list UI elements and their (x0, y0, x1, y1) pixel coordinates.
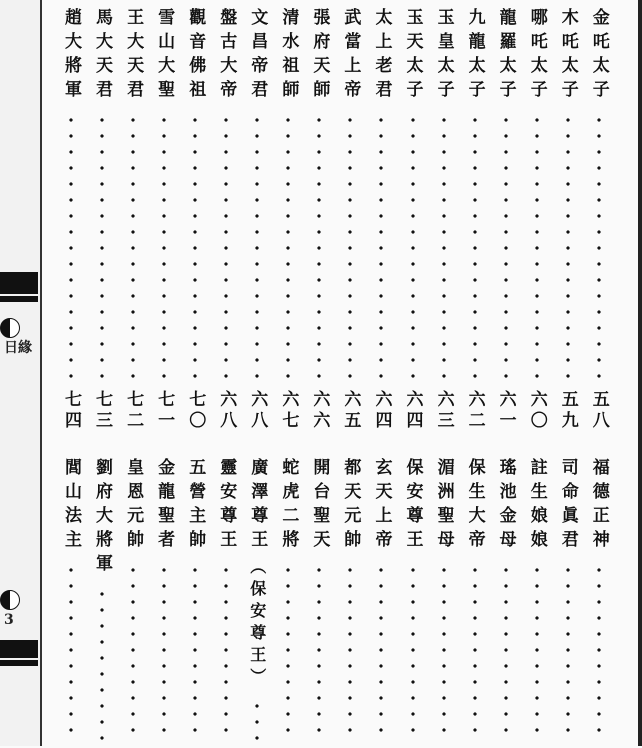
deity-name: 金吒太子 (588, 8, 609, 104)
deity-name: 玄天上帝 (371, 458, 392, 554)
deity-name: 都天元帥 (340, 458, 361, 554)
deity-name: 開台聖天 (309, 458, 330, 554)
index-entry (306, 458, 332, 748)
leader-dots (597, 562, 601, 742)
yinyang-icon (0, 590, 20, 610)
index-entry (462, 8, 488, 432)
index-entry (182, 8, 208, 432)
leader-dots (286, 562, 290, 742)
page-number: 六四 (402, 390, 423, 432)
index-entry (89, 8, 115, 432)
page-number: 六三 (433, 390, 454, 432)
index-entry (151, 8, 177, 432)
index-entry (462, 458, 488, 748)
index-entry (368, 8, 394, 432)
edge-bar (0, 296, 38, 302)
deity-name: 靈安尊王 (216, 458, 237, 554)
deity-name: 文昌帝君 (247, 8, 268, 104)
index-entry (555, 8, 581, 432)
deity-name: 瑤池金母 (495, 458, 516, 554)
page-number: 六八 (216, 390, 237, 432)
edge-page-number: 3 (4, 612, 14, 628)
page-number: 七三 (92, 390, 113, 432)
index-entry (586, 458, 612, 748)
leader-dots (69, 112, 73, 384)
index-entry (555, 458, 581, 748)
index-entry (89, 458, 115, 748)
deity-name: 龍羅太子 (495, 8, 516, 104)
edge-bar (0, 272, 38, 294)
page-number: 六〇 (526, 390, 547, 432)
leader-dots (100, 586, 104, 742)
deity-index-top (58, 8, 612, 432)
leader-dots (162, 112, 166, 384)
page-number: 五八 (588, 390, 609, 432)
index-entry (524, 458, 550, 748)
index-entry (337, 8, 363, 432)
deity-name: 湄洲聖母 (433, 458, 454, 554)
deity-name: 皇恩元帥 (123, 458, 144, 554)
index-entry (337, 458, 363, 748)
leader-dots (100, 112, 104, 384)
index-entry (524, 8, 550, 432)
deity-name: 廣澤尊王 (247, 458, 268, 554)
deity-name: 武當上帝 (340, 8, 361, 104)
leader-dots (379, 562, 383, 742)
leader-dots (69, 562, 73, 742)
alias-note: （保安尊王） (247, 558, 267, 690)
deity-name: 張府天師 (309, 8, 330, 104)
deity-name: 註生娘娘 (526, 458, 547, 554)
page-number: 六二 (464, 390, 485, 432)
page-right-edge (638, 0, 642, 746)
edge-bar (0, 660, 38, 666)
page-number: 六一 (495, 390, 516, 432)
deity-name: 盤古大帝 (216, 8, 237, 104)
leader-dots (255, 112, 259, 384)
page-number: 七四 (61, 390, 81, 432)
index-entry (400, 458, 426, 748)
leader-dots (566, 112, 570, 384)
leader-dots (131, 112, 135, 384)
leader-dots (411, 562, 415, 742)
leader-dots (566, 562, 570, 742)
leader-dots (162, 562, 166, 742)
edge-bar (0, 640, 38, 658)
page-number: 五九 (557, 390, 578, 432)
deity-name: 觀音佛祖 (185, 8, 206, 104)
deity-name: 劉府大將軍 (92, 458, 113, 578)
deity-name: 雪山大聖 (154, 8, 175, 104)
index-entry (586, 8, 612, 432)
leader-dots (348, 562, 352, 742)
leader-dots (504, 112, 508, 384)
leader-dots (224, 112, 228, 384)
index-entry (306, 8, 332, 432)
leader-dots (411, 112, 415, 384)
leader-dots (317, 112, 321, 384)
leader-dots (597, 112, 601, 384)
leader-dots (348, 112, 352, 384)
page-number: 六四 (371, 390, 392, 432)
edge-label: 日緣 (4, 340, 32, 356)
index-entry (213, 8, 239, 432)
index-entry (120, 8, 146, 432)
page-number: 六五 (340, 390, 361, 432)
page-number: 六六 (309, 390, 330, 432)
deity-name: 保生大帝 (464, 458, 485, 554)
deity-name: 司命眞君 (557, 458, 578, 554)
leader-dots (131, 562, 135, 742)
index-entry (58, 458, 84, 748)
page-number: 六八 (247, 390, 268, 432)
deity-name: 王大天君 (123, 8, 144, 104)
deity-name: 九龍太子 (464, 8, 485, 104)
leader-dots (504, 562, 508, 742)
leader-dots (473, 562, 477, 742)
index-entry (213, 458, 239, 748)
index-entry (275, 458, 301, 748)
page-number: 七〇 (185, 390, 206, 432)
index-entry (368, 458, 394, 748)
deity-name: 福德正神 (588, 458, 609, 554)
leader-dots (224, 562, 228, 742)
deity-name: 玉天太子 (402, 8, 423, 104)
index-entry (120, 458, 146, 748)
page-edge (0, 0, 42, 746)
deity-name: 木吒太子 (557, 8, 578, 104)
index-entry (493, 458, 519, 748)
leader-dots (442, 112, 446, 384)
index-entry (151, 458, 177, 748)
leader-dots (535, 112, 539, 384)
leader-dots (317, 562, 321, 742)
index-entry (493, 8, 519, 432)
leader-dots (535, 562, 539, 742)
deity-name: 五營主帥 (185, 458, 206, 554)
index-entry (182, 458, 208, 748)
index-entry (244, 8, 270, 432)
deity-name: 閭山法主 (61, 458, 81, 554)
leader-dots (193, 562, 197, 742)
deity-name: 趙大將軍 (61, 8, 81, 104)
deity-name: 蛇虎二將 (278, 458, 299, 554)
index-entry (431, 8, 457, 432)
deity-name: 清水祖師 (278, 8, 299, 104)
deity-name: 馬大天君 (92, 8, 113, 104)
page-number: 七二 (123, 390, 144, 432)
index-entry (400, 8, 426, 432)
deity-name: 玉皇太子 (433, 8, 454, 104)
page-number: 六七 (278, 390, 299, 432)
leader-dots (286, 112, 290, 384)
leader-dots (473, 112, 477, 384)
leader-dots (379, 112, 383, 384)
leader-dots (442, 562, 446, 742)
leader-dots (255, 698, 259, 742)
index-entry (58, 8, 84, 432)
index-entry (275, 8, 301, 432)
yinyang-icon (0, 318, 20, 338)
page-number: 七一 (154, 390, 175, 432)
leader-dots (193, 112, 197, 384)
deity-name: 保安尊王 (402, 458, 423, 554)
index-entry (431, 458, 457, 748)
deity-index-bottom (58, 458, 612, 748)
deity-name: 太上老君 (371, 8, 392, 104)
deity-name: 哪吒太子 (526, 8, 547, 104)
deity-name: 金龍聖者 (154, 458, 175, 554)
index-entry (244, 458, 270, 748)
